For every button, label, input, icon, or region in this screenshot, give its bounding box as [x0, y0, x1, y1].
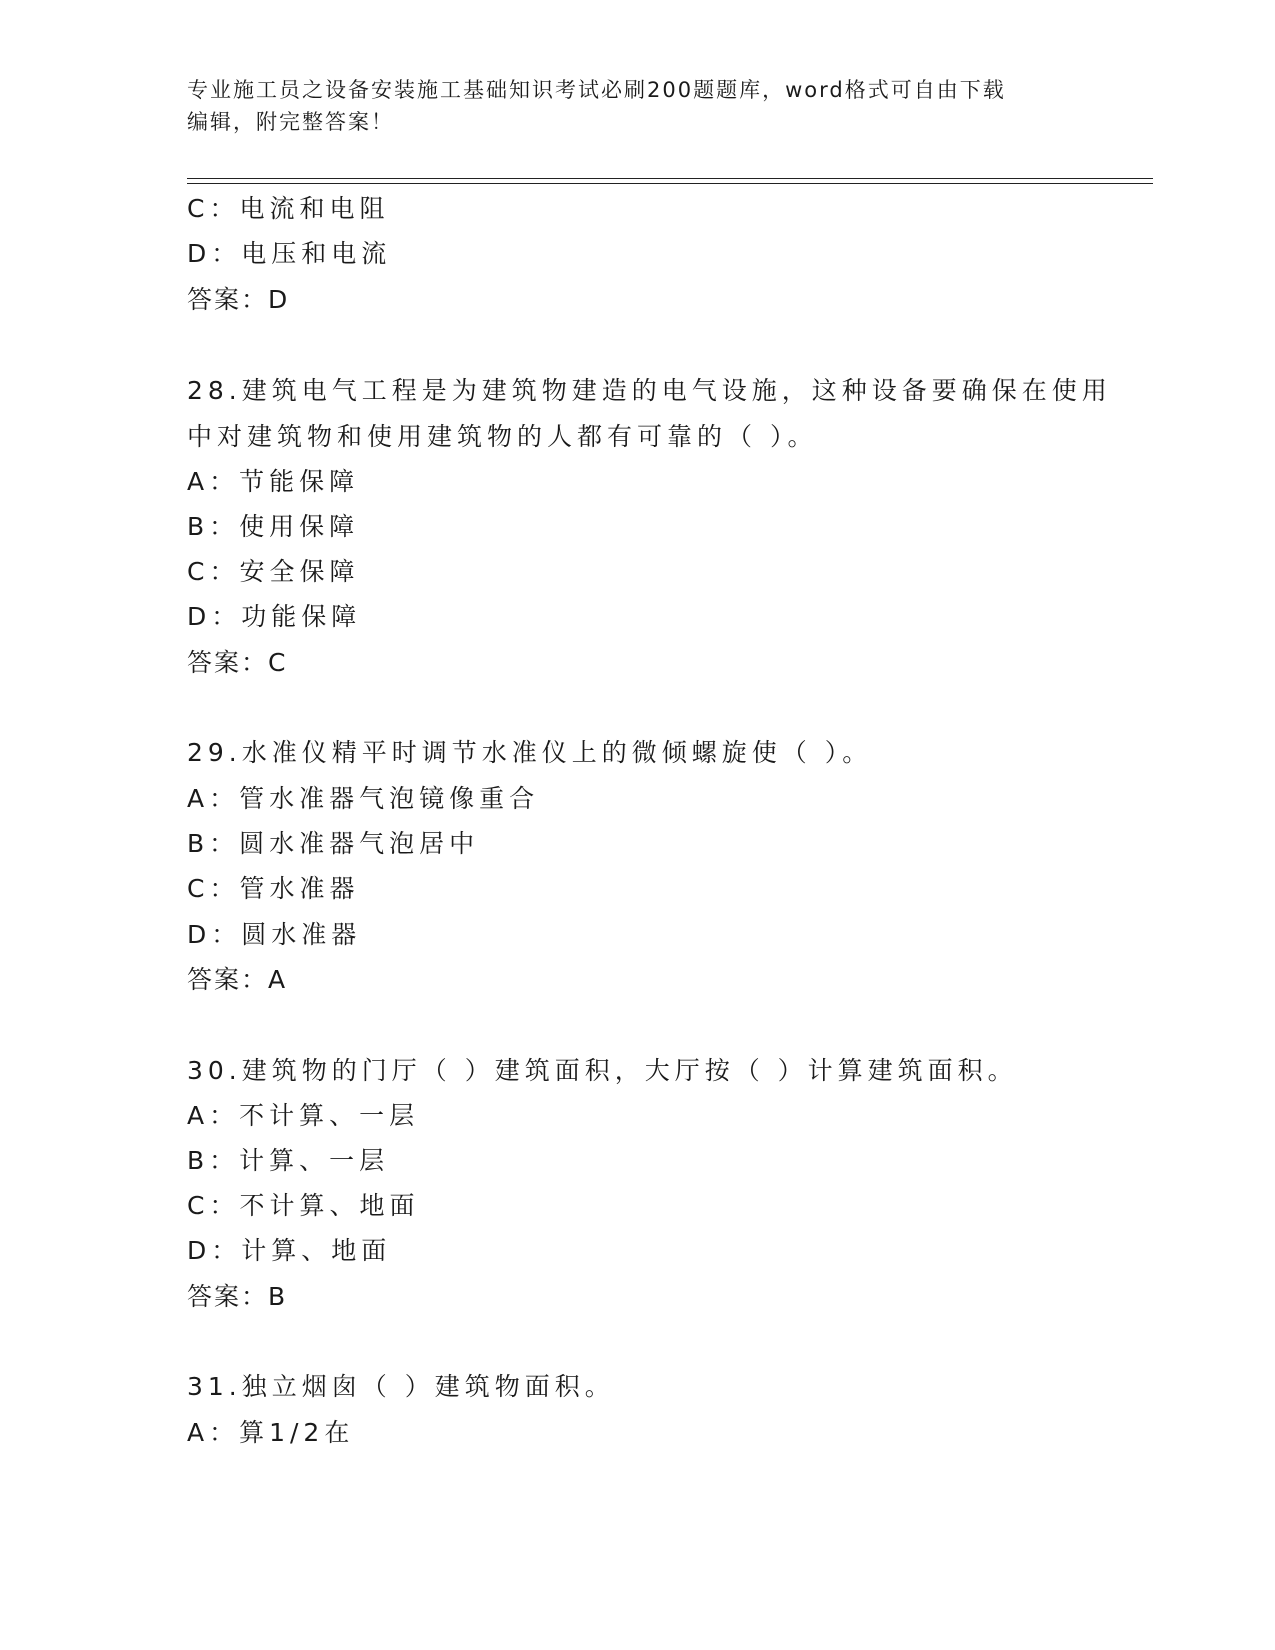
answer-line: 答案：A — [187, 965, 288, 994]
option-line: D：计算、地面 — [187, 1236, 392, 1265]
option-line: D：圆水准器 — [187, 920, 362, 949]
option-line: A：节能保障 — [187, 467, 360, 496]
option-line: B：使用保障 — [187, 512, 360, 541]
option-line: B：圆水准器气泡居中 — [187, 829, 480, 858]
question-line: 28.建筑电气工程是为建筑物建造的电气设施，这种设备要确保在使用 — [187, 376, 1112, 405]
answer-line: 答案：D — [187, 285, 290, 314]
option-line: D：功能保障 — [187, 602, 362, 631]
option-line: A：算1/2在 — [187, 1418, 355, 1447]
question-line: 中对建筑物和使用建筑物的人都有可靠的（ ）。 — [187, 422, 818, 451]
header-divider-bottom — [187, 183, 1153, 184]
option-line: B：计算、一层 — [187, 1146, 390, 1175]
header-line-1: 专业施工员之设备安装施工基础知识考试必刷200题题库，word格式可自由下载 — [187, 78, 1006, 102]
answer-line: 答案：B — [187, 1282, 288, 1311]
option-line: C：管水准器 — [187, 874, 360, 903]
question-line: 30.建筑物的门厅（ ）建筑面积，大厅按（ ）计算建筑面积。 — [187, 1056, 1018, 1085]
header-divider-top — [187, 178, 1153, 179]
question-line: 29.水准仪精平时调节水准仪上的微倾螺旋使（ ）。 — [187, 738, 873, 767]
option-line: A：不计算、一层 — [187, 1101, 420, 1130]
header-line-2: 编辑，附完整答案！ — [187, 110, 394, 134]
option-line: C：安全保障 — [187, 557, 360, 586]
option-line: A：管水准器气泡镜像重合 — [187, 784, 540, 813]
question-line: 31.独立烟囱（ ）建筑物面积。 — [187, 1372, 615, 1401]
option-line: C：电流和电阻 — [187, 194, 390, 223]
document-header — [187, 74, 1077, 138]
option-line: D：电压和电流 — [187, 239, 392, 268]
answer-line: 答案：C — [187, 648, 288, 677]
option-line: C：不计算、地面 — [187, 1191, 420, 1220]
